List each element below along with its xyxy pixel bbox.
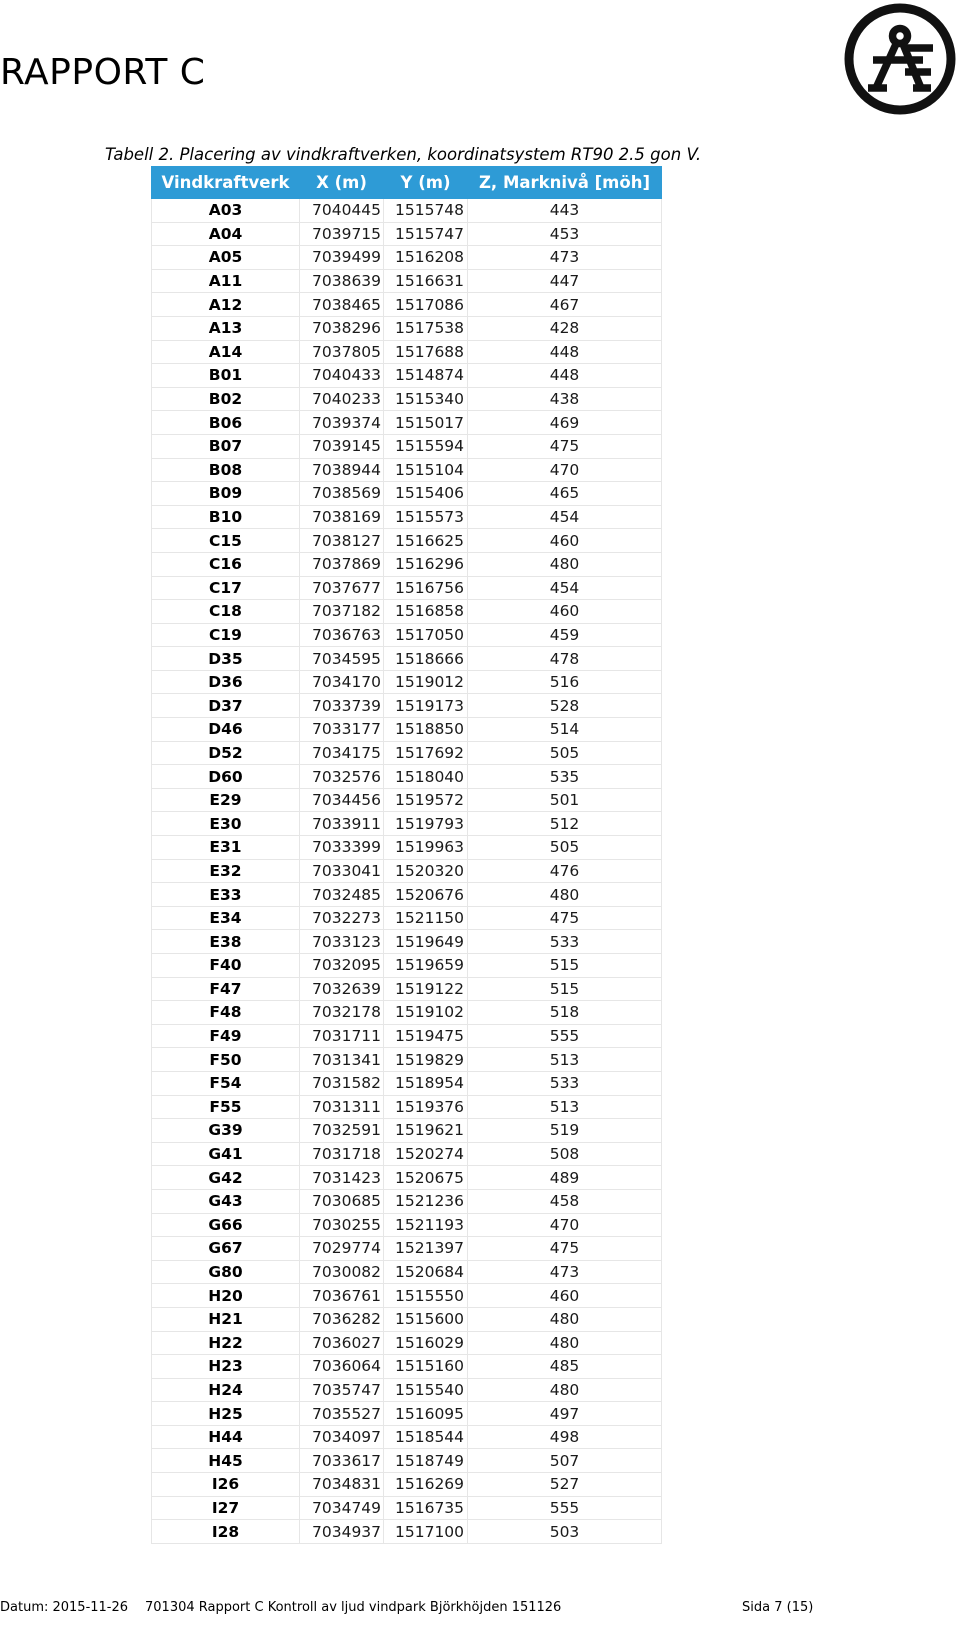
y-coordinate-cell: 1517086 xyxy=(384,293,468,317)
x-coordinate-cell: 7035747 xyxy=(300,1378,384,1402)
ground-level-cell: 501 xyxy=(468,788,662,812)
turbine-id-cell: A13 xyxy=(152,316,300,340)
x-coordinate-cell: 7031423 xyxy=(300,1166,384,1190)
table-row xyxy=(152,1213,662,1237)
ground-level-cell: 448 xyxy=(468,340,662,364)
x-coordinate-cell: 7038296 xyxy=(300,316,384,340)
turbine-id-cell: E29 xyxy=(152,788,300,812)
ground-level-cell: 475 xyxy=(468,434,662,458)
y-coordinate-cell: 1516208 xyxy=(384,246,468,270)
ground-level-cell: 438 xyxy=(468,387,662,411)
x-coordinate-cell: 7031311 xyxy=(300,1095,384,1119)
ground-level-cell: 467 xyxy=(468,293,662,317)
y-coordinate-cell: 1519122 xyxy=(384,977,468,1001)
turbine-id-cell: B02 xyxy=(152,387,300,411)
table-row xyxy=(152,458,662,482)
table-row xyxy=(152,1473,662,1497)
table-row xyxy=(152,1024,662,1048)
turbine-id-cell: I28 xyxy=(152,1520,300,1544)
turbine-id-cell: A14 xyxy=(152,340,300,364)
turbine-id-cell: F47 xyxy=(152,977,300,1001)
table-row xyxy=(152,647,662,671)
x-coordinate-cell: 7031341 xyxy=(300,1048,384,1072)
ground-level-cell: 448 xyxy=(468,364,662,388)
y-coordinate-cell: 1516296 xyxy=(384,552,468,576)
ground-level-cell: 443 xyxy=(468,199,662,223)
y-coordinate-cell: 1518040 xyxy=(384,765,468,789)
table-row xyxy=(152,1119,662,1143)
turbine-id-cell: E31 xyxy=(152,836,300,860)
turbine-id-cell: G67 xyxy=(152,1237,300,1261)
x-coordinate-cell: 7034595 xyxy=(300,647,384,671)
ground-level-cell: 470 xyxy=(468,458,662,482)
table-row xyxy=(152,364,662,388)
table-row xyxy=(152,1402,662,1426)
y-coordinate-cell: 1516095 xyxy=(384,1402,468,1426)
x-coordinate-cell: 7030255 xyxy=(300,1213,384,1237)
company-logo-icon xyxy=(843,2,957,116)
table-row xyxy=(152,1071,662,1095)
turbine-id-cell: H44 xyxy=(152,1425,300,1449)
y-coordinate-cell: 1517050 xyxy=(384,623,468,647)
ground-level-cell: 515 xyxy=(468,954,662,978)
turbine-id-cell: C16 xyxy=(152,552,300,576)
x-coordinate-cell: 7032485 xyxy=(300,883,384,907)
x-coordinate-cell: 7037182 xyxy=(300,600,384,624)
x-coordinate-cell: 7034097 xyxy=(300,1425,384,1449)
footer-page-number: Sida 7 (15) xyxy=(742,1600,814,1615)
ground-level-cell: 447 xyxy=(468,269,662,293)
turbine-id-cell: F55 xyxy=(152,1095,300,1119)
turbine-id-cell: E34 xyxy=(152,906,300,930)
y-coordinate-cell: 1518850 xyxy=(384,718,468,742)
y-coordinate-cell: 1519173 xyxy=(384,694,468,718)
x-coordinate-cell: 7032591 xyxy=(300,1119,384,1143)
ground-level-cell: 465 xyxy=(468,482,662,506)
table-row xyxy=(152,293,662,317)
footer-date: Datum: 2015-11-26 xyxy=(0,1600,129,1615)
ground-level-cell: 473 xyxy=(468,246,662,270)
ground-level-cell: 454 xyxy=(468,576,662,600)
report-title: RAPPORT C xyxy=(0,52,206,93)
x-coordinate-cell: 7035527 xyxy=(300,1402,384,1426)
turbine-id-cell: A11 xyxy=(152,269,300,293)
table-row xyxy=(152,1496,662,1520)
turbine-id-cell: B07 xyxy=(152,434,300,458)
x-coordinate-cell: 7040445 xyxy=(300,199,384,223)
ground-level-cell: 497 xyxy=(468,1402,662,1426)
table-row xyxy=(152,411,662,435)
ground-level-cell: 428 xyxy=(468,316,662,340)
x-coordinate-cell: 7038639 xyxy=(300,269,384,293)
y-coordinate-cell: 1515550 xyxy=(384,1284,468,1308)
x-coordinate-cell: 7031582 xyxy=(300,1071,384,1095)
ground-level-cell: 473 xyxy=(468,1260,662,1284)
table-row xyxy=(152,576,662,600)
table-row xyxy=(152,1237,662,1261)
ground-level-cell: 470 xyxy=(468,1213,662,1237)
ground-level-cell: 555 xyxy=(468,1024,662,1048)
table-row xyxy=(152,1001,662,1025)
y-coordinate-cell: 1519649 xyxy=(384,930,468,954)
ground-level-cell: 508 xyxy=(468,1142,662,1166)
table-row xyxy=(152,1307,662,1331)
turbine-id-cell: E32 xyxy=(152,859,300,883)
turbine-id-cell: D36 xyxy=(152,670,300,694)
turbine-id-cell: B08 xyxy=(152,458,300,482)
turbine-coordinates-table xyxy=(151,166,662,1544)
table-row xyxy=(152,859,662,883)
y-coordinate-cell: 1521150 xyxy=(384,906,468,930)
table-row xyxy=(152,269,662,293)
x-coordinate-cell: 7036027 xyxy=(300,1331,384,1355)
y-coordinate-cell: 1521397 xyxy=(384,1237,468,1261)
ground-level-cell: 512 xyxy=(468,812,662,836)
turbine-id-cell: G41 xyxy=(152,1142,300,1166)
ground-level-cell: 507 xyxy=(468,1449,662,1473)
x-coordinate-cell: 7032095 xyxy=(300,954,384,978)
y-coordinate-cell: 1520675 xyxy=(384,1166,468,1190)
x-coordinate-cell: 7033177 xyxy=(300,718,384,742)
x-coordinate-cell: 7038944 xyxy=(300,458,384,482)
x-coordinate-cell: 7031711 xyxy=(300,1024,384,1048)
x-coordinate-cell: 7033617 xyxy=(300,1449,384,1473)
table-row xyxy=(152,1095,662,1119)
ground-level-cell: 478 xyxy=(468,647,662,671)
y-coordinate-cell: 1515594 xyxy=(384,434,468,458)
turbine-id-cell: F48 xyxy=(152,1001,300,1025)
ground-level-cell: 460 xyxy=(468,1284,662,1308)
table-row xyxy=(152,694,662,718)
x-coordinate-cell: 7040233 xyxy=(300,387,384,411)
turbine-id-cell: F40 xyxy=(152,954,300,978)
y-coordinate-cell: 1519012 xyxy=(384,670,468,694)
y-coordinate-cell: 1520676 xyxy=(384,883,468,907)
ground-level-cell: 555 xyxy=(468,1496,662,1520)
ground-level-cell: 514 xyxy=(468,718,662,742)
y-coordinate-cell: 1520320 xyxy=(384,859,468,883)
turbine-id-cell: C15 xyxy=(152,529,300,553)
y-coordinate-cell: 1516858 xyxy=(384,600,468,624)
y-coordinate-cell: 1516625 xyxy=(384,529,468,553)
x-coordinate-cell: 7034175 xyxy=(300,741,384,765)
x-coordinate-cell: 7036064 xyxy=(300,1355,384,1379)
table-row xyxy=(152,741,662,765)
table-row xyxy=(152,977,662,1001)
ground-level-cell: 535 xyxy=(468,765,662,789)
table-row xyxy=(152,246,662,270)
turbine-id-cell: D52 xyxy=(152,741,300,765)
ground-level-cell: 485 xyxy=(468,1355,662,1379)
turbine-id-cell: C18 xyxy=(152,600,300,624)
turbine-id-cell: D60 xyxy=(152,765,300,789)
table-row xyxy=(152,1142,662,1166)
turbine-id-cell: G43 xyxy=(152,1189,300,1213)
y-coordinate-cell: 1515573 xyxy=(384,505,468,529)
table-row xyxy=(152,1260,662,1284)
table-row xyxy=(152,552,662,576)
turbine-id-cell: B01 xyxy=(152,364,300,388)
ground-level-cell: 480 xyxy=(468,552,662,576)
column-header-z: Z, Marknivå [möh] xyxy=(468,167,662,199)
turbine-id-cell: E30 xyxy=(152,812,300,836)
x-coordinate-cell: 7036763 xyxy=(300,623,384,647)
y-coordinate-cell: 1515406 xyxy=(384,482,468,506)
table-row xyxy=(152,1355,662,1379)
turbine-id-cell: A12 xyxy=(152,293,300,317)
x-coordinate-cell: 7032639 xyxy=(300,977,384,1001)
x-coordinate-cell: 7039145 xyxy=(300,434,384,458)
x-coordinate-cell: 7040433 xyxy=(300,364,384,388)
ground-level-cell: 505 xyxy=(468,836,662,860)
table-row xyxy=(152,1425,662,1449)
x-coordinate-cell: 7032178 xyxy=(300,1001,384,1025)
ground-level-cell: 528 xyxy=(468,694,662,718)
x-coordinate-cell: 7033399 xyxy=(300,836,384,860)
table-row xyxy=(152,1284,662,1308)
x-coordinate-cell: 7032273 xyxy=(300,906,384,930)
table-row xyxy=(152,482,662,506)
y-coordinate-cell: 1517100 xyxy=(384,1520,468,1544)
turbine-id-cell: D37 xyxy=(152,694,300,718)
ground-level-cell: 454 xyxy=(468,505,662,529)
turbine-id-cell: F54 xyxy=(152,1071,300,1095)
ground-level-cell: 503 xyxy=(468,1520,662,1544)
y-coordinate-cell: 1519102 xyxy=(384,1001,468,1025)
x-coordinate-cell: 7038569 xyxy=(300,482,384,506)
table-row xyxy=(152,1378,662,1402)
y-coordinate-cell: 1516735 xyxy=(384,1496,468,1520)
table-row xyxy=(152,718,662,742)
table-row xyxy=(152,1166,662,1190)
table-row xyxy=(152,623,662,647)
turbine-id-cell: I26 xyxy=(152,1473,300,1497)
y-coordinate-cell: 1517538 xyxy=(384,316,468,340)
turbine-id-cell: G42 xyxy=(152,1166,300,1190)
y-coordinate-cell: 1519829 xyxy=(384,1048,468,1072)
turbine-id-cell: A05 xyxy=(152,246,300,270)
y-coordinate-cell: 1518954 xyxy=(384,1071,468,1095)
turbine-id-cell: F50 xyxy=(152,1048,300,1072)
turbine-id-cell: E38 xyxy=(152,930,300,954)
ground-level-cell: 513 xyxy=(468,1048,662,1072)
footer-document-title: 701304 Rapport C Kontroll av ljud vindpark Björkhöjden 151126 xyxy=(145,1600,562,1615)
x-coordinate-cell: 7033911 xyxy=(300,812,384,836)
table-row xyxy=(152,1048,662,1072)
y-coordinate-cell: 1515104 xyxy=(384,458,468,482)
table-row xyxy=(152,222,662,246)
x-coordinate-cell: 7032576 xyxy=(300,765,384,789)
x-coordinate-cell: 7031718 xyxy=(300,1142,384,1166)
turbine-id-cell: H45 xyxy=(152,1449,300,1473)
table-row xyxy=(152,1520,662,1544)
table-row xyxy=(152,316,662,340)
table-row xyxy=(152,1331,662,1355)
table-row xyxy=(152,340,662,364)
ground-level-cell: 475 xyxy=(468,906,662,930)
turbine-id-cell: G80 xyxy=(152,1260,300,1284)
ground-level-cell: 533 xyxy=(468,1071,662,1095)
ground-level-cell: 480 xyxy=(468,1331,662,1355)
turbine-id-cell: D46 xyxy=(152,718,300,742)
y-coordinate-cell: 1519376 xyxy=(384,1095,468,1119)
y-coordinate-cell: 1515748 xyxy=(384,199,468,223)
turbine-id-cell: H20 xyxy=(152,1284,300,1308)
y-coordinate-cell: 1519621 xyxy=(384,1119,468,1143)
table-header-row xyxy=(152,167,662,199)
x-coordinate-cell: 7034749 xyxy=(300,1496,384,1520)
x-coordinate-cell: 7034937 xyxy=(300,1520,384,1544)
turbine-id-cell: B09 xyxy=(152,482,300,506)
turbine-id-cell: C17 xyxy=(152,576,300,600)
turbine-id-cell: D35 xyxy=(152,647,300,671)
y-coordinate-cell: 1519793 xyxy=(384,812,468,836)
y-coordinate-cell: 1516029 xyxy=(384,1331,468,1355)
turbine-id-cell: I27 xyxy=(152,1496,300,1520)
x-coordinate-cell: 7039499 xyxy=(300,246,384,270)
column-header-y: Y (m) xyxy=(384,167,468,199)
turbine-id-cell: H25 xyxy=(152,1402,300,1426)
y-coordinate-cell: 1517692 xyxy=(384,741,468,765)
y-coordinate-cell: 1518666 xyxy=(384,647,468,671)
y-coordinate-cell: 1515340 xyxy=(384,387,468,411)
x-coordinate-cell: 7030685 xyxy=(300,1189,384,1213)
x-coordinate-cell: 7033739 xyxy=(300,694,384,718)
table-row xyxy=(152,1189,662,1213)
ground-level-cell: 480 xyxy=(468,883,662,907)
ground-level-cell: 515 xyxy=(468,977,662,1001)
y-coordinate-cell: 1519963 xyxy=(384,836,468,860)
ground-level-cell: 527 xyxy=(468,1473,662,1497)
ground-level-cell: 498 xyxy=(468,1425,662,1449)
table-row xyxy=(152,954,662,978)
x-coordinate-cell: 7038465 xyxy=(300,293,384,317)
y-coordinate-cell: 1515600 xyxy=(384,1307,468,1331)
x-coordinate-cell: 7037869 xyxy=(300,552,384,576)
ground-level-cell: 469 xyxy=(468,411,662,435)
y-coordinate-cell: 1520274 xyxy=(384,1142,468,1166)
table-row xyxy=(152,387,662,411)
y-coordinate-cell: 1516756 xyxy=(384,576,468,600)
ground-level-cell: 480 xyxy=(468,1378,662,1402)
table-row xyxy=(152,836,662,860)
x-coordinate-cell: 7034456 xyxy=(300,788,384,812)
ground-level-cell: 460 xyxy=(468,600,662,624)
ground-level-cell: 516 xyxy=(468,670,662,694)
y-coordinate-cell: 1521236 xyxy=(384,1189,468,1213)
y-coordinate-cell: 1516631 xyxy=(384,269,468,293)
y-coordinate-cell: 1519475 xyxy=(384,1024,468,1048)
table-row xyxy=(152,906,662,930)
ground-level-cell: 489 xyxy=(468,1166,662,1190)
table-row xyxy=(152,199,662,223)
x-coordinate-cell: 7037805 xyxy=(300,340,384,364)
x-coordinate-cell: 7033041 xyxy=(300,859,384,883)
x-coordinate-cell: 7039715 xyxy=(300,222,384,246)
x-coordinate-cell: 7034170 xyxy=(300,670,384,694)
ground-level-cell: 533 xyxy=(468,930,662,954)
y-coordinate-cell: 1515540 xyxy=(384,1378,468,1402)
x-coordinate-cell: 7030082 xyxy=(300,1260,384,1284)
table-row xyxy=(152,670,662,694)
table-row xyxy=(152,1449,662,1473)
y-coordinate-cell: 1518544 xyxy=(384,1425,468,1449)
turbine-id-cell: H23 xyxy=(152,1355,300,1379)
table-row xyxy=(152,600,662,624)
y-coordinate-cell: 1516269 xyxy=(384,1473,468,1497)
table-row xyxy=(152,788,662,812)
ground-level-cell: 505 xyxy=(468,741,662,765)
ground-level-cell: 453 xyxy=(468,222,662,246)
column-header-turbine: Vindkraftverk xyxy=(152,167,300,199)
table-row xyxy=(152,930,662,954)
ground-level-cell: 475 xyxy=(468,1237,662,1261)
y-coordinate-cell: 1517688 xyxy=(384,340,468,364)
y-coordinate-cell: 1515160 xyxy=(384,1355,468,1379)
turbine-id-cell: E33 xyxy=(152,883,300,907)
y-coordinate-cell: 1515747 xyxy=(384,222,468,246)
x-coordinate-cell: 7036282 xyxy=(300,1307,384,1331)
table-row xyxy=(152,883,662,907)
y-coordinate-cell: 1521193 xyxy=(384,1213,468,1237)
x-coordinate-cell: 7038169 xyxy=(300,505,384,529)
ground-level-cell: 513 xyxy=(468,1095,662,1119)
y-coordinate-cell: 1518749 xyxy=(384,1449,468,1473)
ground-level-cell: 518 xyxy=(468,1001,662,1025)
y-coordinate-cell: 1520684 xyxy=(384,1260,468,1284)
turbine-id-cell: B06 xyxy=(152,411,300,435)
x-coordinate-cell: 7036761 xyxy=(300,1284,384,1308)
y-coordinate-cell: 1515017 xyxy=(384,411,468,435)
y-coordinate-cell: 1519659 xyxy=(384,954,468,978)
table-row xyxy=(152,529,662,553)
table-row xyxy=(152,812,662,836)
turbine-id-cell: G66 xyxy=(152,1213,300,1237)
x-coordinate-cell: 7029774 xyxy=(300,1237,384,1261)
y-coordinate-cell: 1519572 xyxy=(384,788,468,812)
table-caption: Tabell 2. Placering av vindkraftverken, koordinatsystem RT90 2.5 gon V. xyxy=(105,145,702,164)
x-coordinate-cell: 7034831 xyxy=(300,1473,384,1497)
x-coordinate-cell: 7033123 xyxy=(300,930,384,954)
y-coordinate-cell: 1514874 xyxy=(384,364,468,388)
table-row xyxy=(152,765,662,789)
turbine-id-cell: H21 xyxy=(152,1307,300,1331)
column-header-x: X (m) xyxy=(300,167,384,199)
ground-level-cell: 458 xyxy=(468,1189,662,1213)
x-coordinate-cell: 7038127 xyxy=(300,529,384,553)
ground-level-cell: 459 xyxy=(468,623,662,647)
turbine-id-cell: G39 xyxy=(152,1119,300,1143)
ground-level-cell: 460 xyxy=(468,529,662,553)
ground-level-cell: 480 xyxy=(468,1307,662,1331)
turbine-id-cell: C19 xyxy=(152,623,300,647)
turbine-id-cell: B10 xyxy=(152,505,300,529)
turbine-id-cell: A04 xyxy=(152,222,300,246)
x-coordinate-cell: 7039374 xyxy=(300,411,384,435)
turbine-id-cell: A03 xyxy=(152,199,300,223)
table-row xyxy=(152,434,662,458)
ground-level-cell: 519 xyxy=(468,1119,662,1143)
turbine-id-cell: F49 xyxy=(152,1024,300,1048)
turbine-id-cell: H22 xyxy=(152,1331,300,1355)
table-body xyxy=(152,199,662,1544)
table-row xyxy=(152,505,662,529)
x-coordinate-cell: 7037677 xyxy=(300,576,384,600)
turbine-id-cell: H24 xyxy=(152,1378,300,1402)
ground-level-cell: 476 xyxy=(468,859,662,883)
